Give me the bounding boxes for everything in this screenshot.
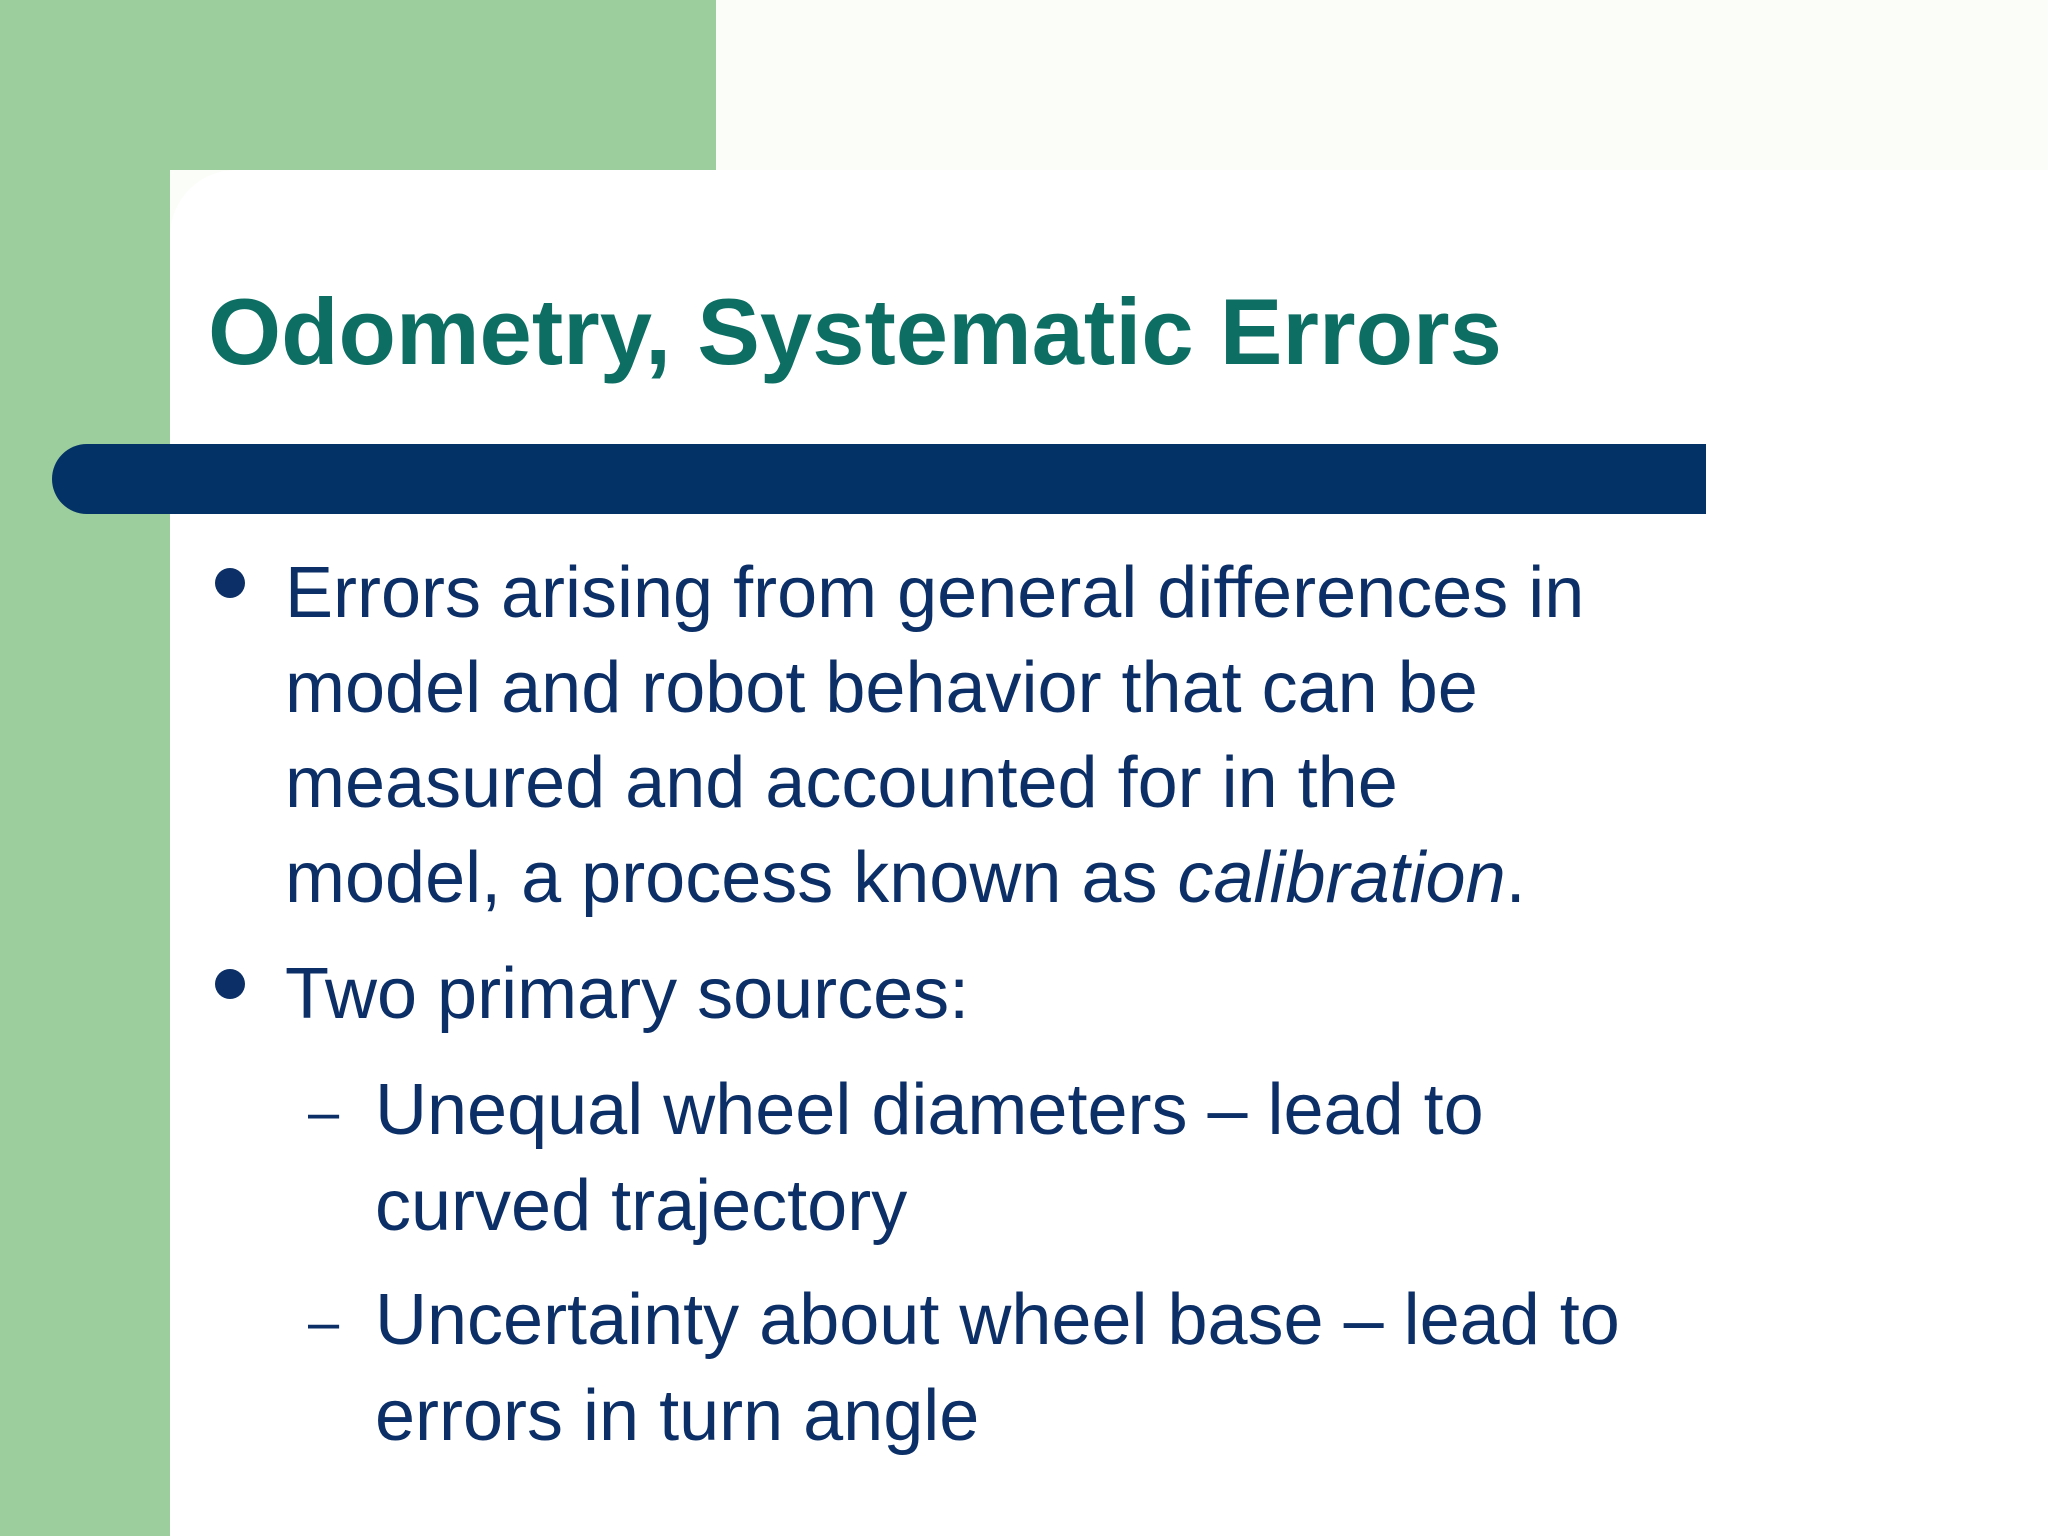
subbullet-2-line-2: errors in turn angle — [375, 1376, 980, 1456]
bullet-1-line-4-suffix: . — [1505, 838, 1526, 918]
term-calibration: calibration — [1177, 838, 1506, 918]
bullet-2-line-1: Two primary sources: — [285, 954, 970, 1034]
bullet-dot-1 — [215, 568, 245, 598]
bullet-1-line-4 — [285, 838, 1526, 918]
bullet-1-line-1: Errors arising from general differences in — [285, 553, 1585, 633]
bullet-1-line-2: model and robot behavior that can be — [285, 648, 1478, 728]
subbullet-1-line-1: Unequal wheel diameters – lead to — [375, 1070, 1484, 1150]
slide-title: Odometry, Systematic Errors — [208, 279, 1502, 384]
bullet-1-line-4-prefix: model, a process known as — [285, 838, 1178, 918]
subbullet-2-line-1: Uncertainty about wheel base – lead to — [375, 1280, 1620, 1360]
bullet-dot-2 — [215, 969, 245, 999]
bullet-1-line-3: measured and accounted for in the — [285, 743, 1398, 823]
subbullet-1-line-2: curved trajectory — [375, 1166, 908, 1246]
subbullet-dash-1: – — [308, 1080, 340, 1143]
subbullet-dash-2: – — [308, 1290, 340, 1353]
